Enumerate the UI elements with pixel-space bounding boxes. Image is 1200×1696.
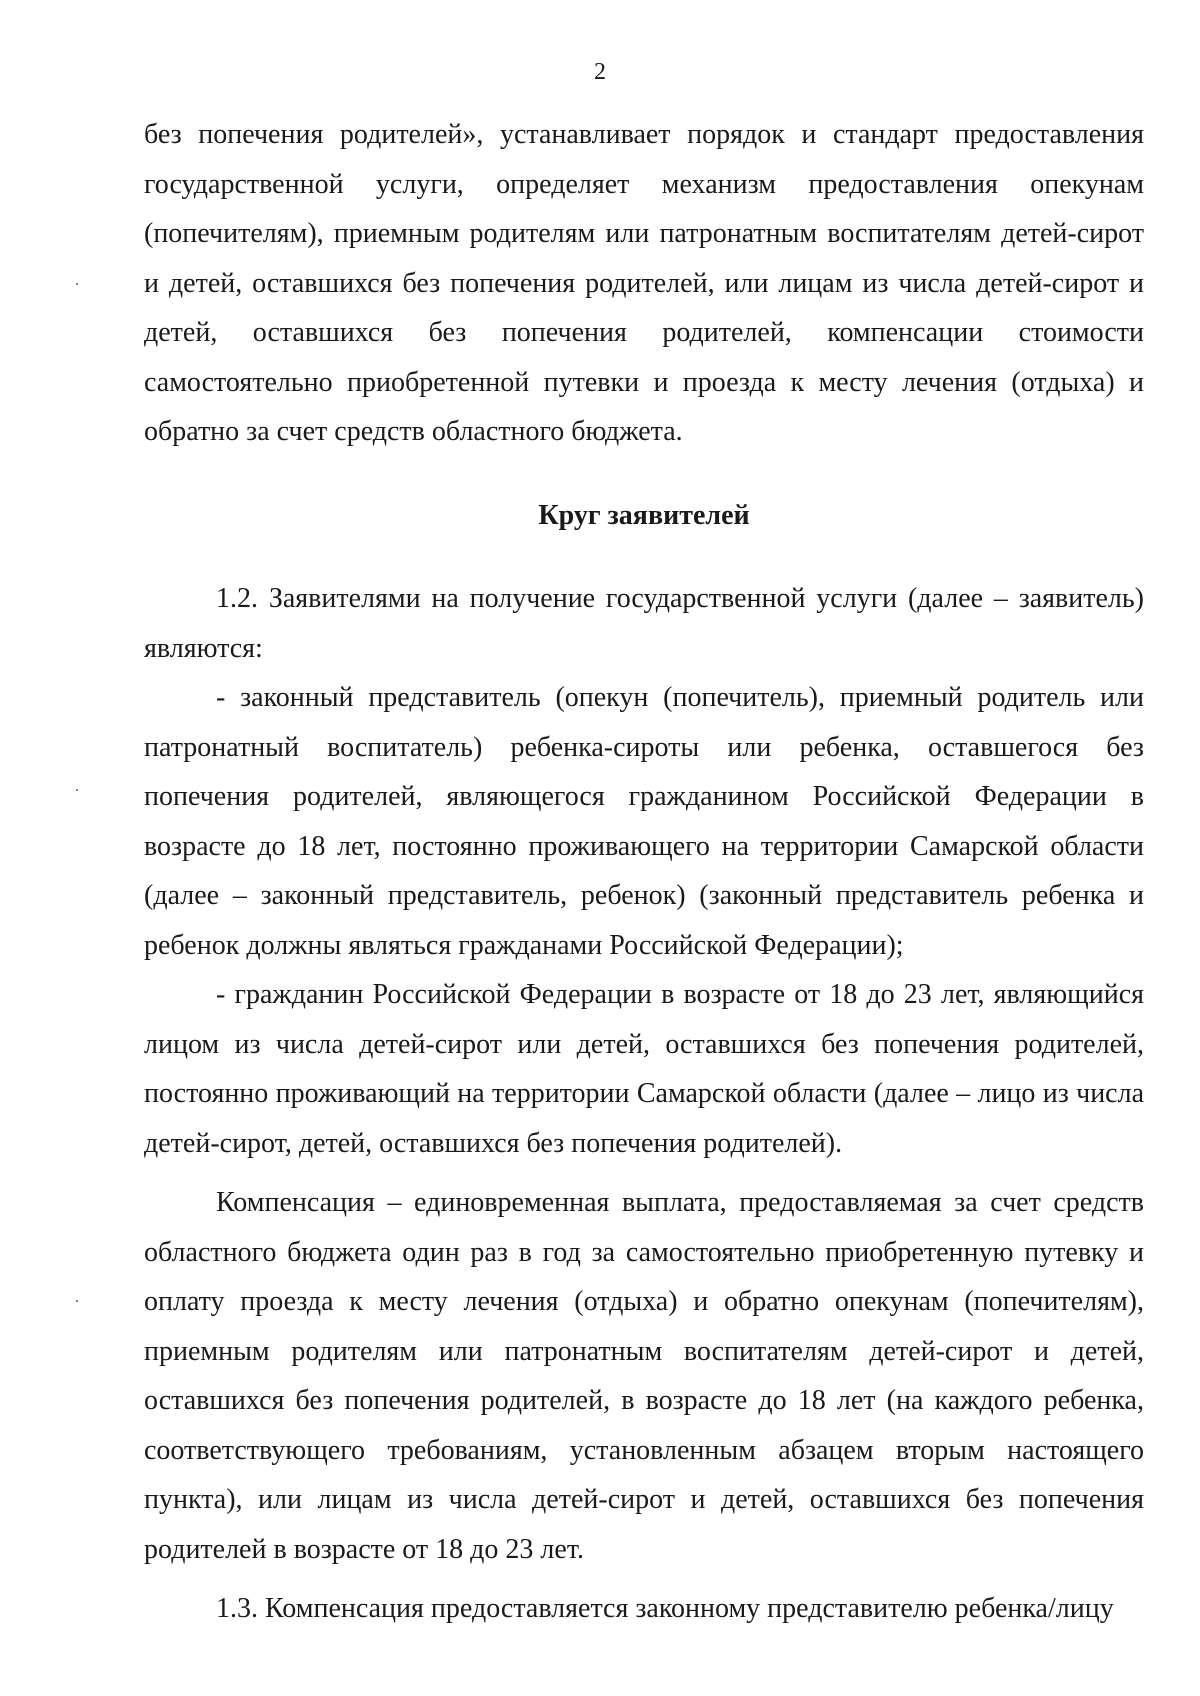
margin-mark — [76, 1300, 78, 1302]
section-heading: Круг заявителей — [538, 499, 750, 531]
paragraph-gap — [144, 1168, 1144, 1178]
applicant-item-orphan-person: - гражданин Российской Федерации в возрасте от 18 до 23 лет, являющийся лицом из числа детей-сирот или детей, оставшихся без попечения родителей, постоянно проживающий на территории Самарской области (далее – лицо из числа детей-сирот, детей, оставшихся без попечения родителей). — [144, 979, 1144, 1159]
margin-mark — [76, 789, 78, 791]
paragraph-gap — [144, 1574, 1144, 1584]
document-body — [144, 110, 1144, 1634]
margin-mark — [76, 283, 78, 285]
paragraph-1-3: 1.3. Компенсация предоставляется законному представителю ребенка/лицу — [216, 1593, 1114, 1624]
paragraph-1-2: 1.2. Заявителями на получение государственной услуги (далее – заявитель) являются: — [144, 583, 1144, 664]
compensation-definition: Компенсация – единовременная выплата, предоставляемая за счет средств областного бюджета один раз в год за самостоятельно приобретенную путевку и оплату проезда к месту лечения (отдыха) и обратно опекунам (попечителям), приемным родителям или патронатным воспитателям детей-сирот и детей, оставшихся без попечения родителей, в возрасте до 18 лет (на каждого ребенка, соответствующего требованиям, установленным абзацем вторым настоящего пункта), или лицам из числа детей-сирот и детей, оставшихся без попечения родителей в возрасте от 18 до 23 лет. — [144, 1187, 1144, 1565]
intro-paragraph: без попечения родителей», устанавливает порядок и стандарт предоставления государственной услуги, определяет механизм предоставления опекунам (попечителям), приемным родителям или патронатным воспитателям детей-сирот и детей, оставшихся без попечения родителей, или лицам из числа детей-сирот и детей, оставшихся без попечения родителей, компенсации стоимости самостоятельно приобретенной путевки и проезда к месту лечения (отдыха) и обратно за счет средств областного бюджета. — [144, 119, 1144, 447]
applicant-item-legal-representative: - законный представитель (опекун (попечитель), приемный родитель или патронатный воспитатель) ребенка-сироты или ребенка, оставшегося без попечения родителей, являющегося гражданином Российской Федерации в возрасте до 18 лет, постоянно проживающего на территории Самарской области (далее – законный представитель, ребенок) (законный представитель ребенка и ребенок должны являться гражданами Российской Федерации); — [144, 682, 1144, 961]
page-number: 2 — [594, 59, 606, 85]
